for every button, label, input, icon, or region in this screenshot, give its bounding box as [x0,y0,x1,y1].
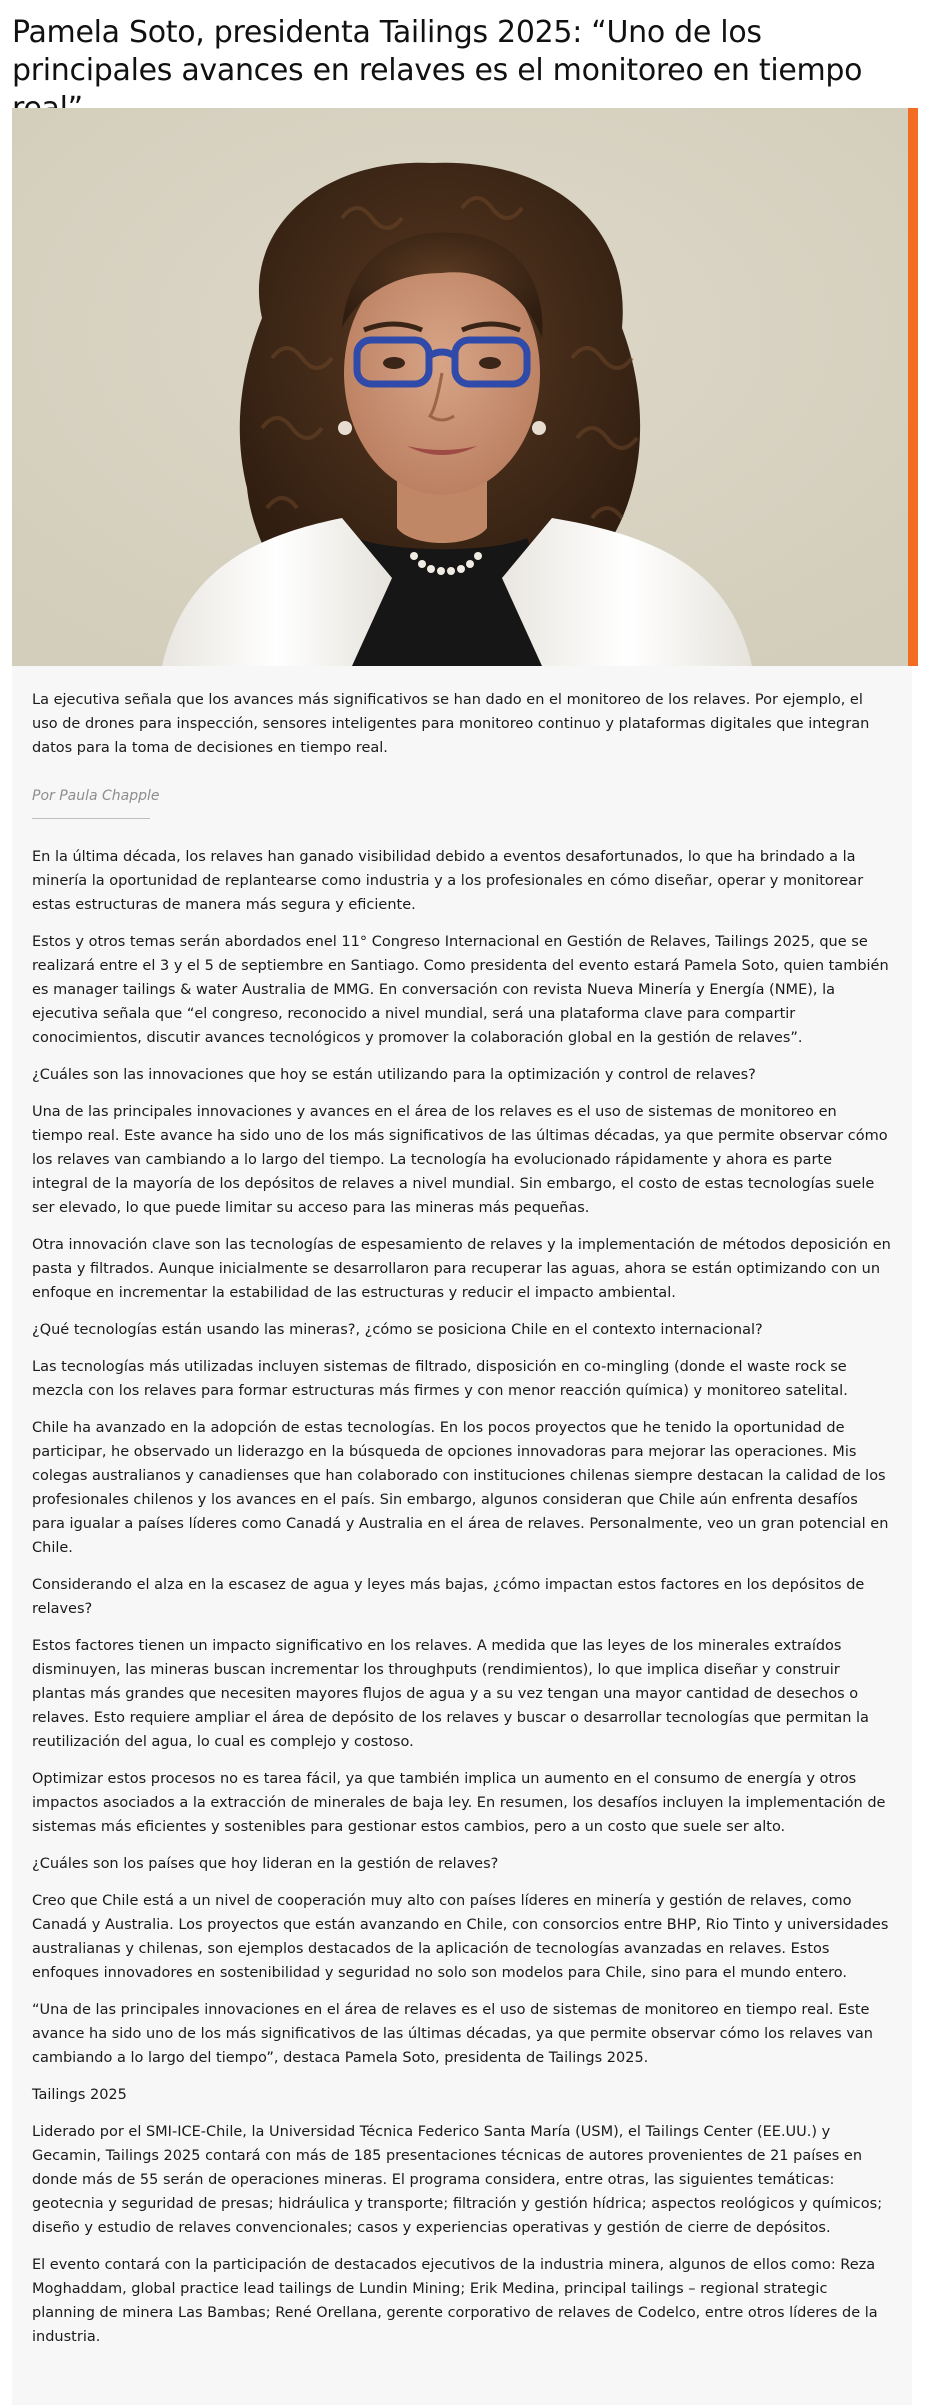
article-title: Pamela Soto, presidenta Tailings 2025: “Uno de los principales avances en relaves es el monitoreo en tiempo [12,15,863,88]
paragraph: Chile ha avanzado en la adopción de estas tecnologías. En los pocos proyectos que he tenido la oportunidad de participar, he observado un liderazgo en la búsqueda de opciones innovadoras para mejorar las operaciones. Mis colegas australianos y canadienses que han colaborado con instituciones chilenas siempre destacan la calidad de los profesionales chilenos y los avances en el país. Sin embargo, algunos consideran que Chile aún enfrenta desafíos para igualar a países líderes como Canadá y Australia en el área de relaves. Personalmente, veo un gran potencial en Chile. [32,1420,889,1556]
paragraph: Otra innovación clave son las tecnologías de espesamiento de relaves y la implementación de métodos deposición en pasta y filtrados. Aunque inicialmente se desarrollaron para recuperar las aguas, ahora se están optimizando con un enfoque en incrementar la estabilidad de las estructuras y reducir el impacto ambiental. [32,1237,891,1301]
paragraph: Estos y otros temas serán abordados enel 11° Congreso Internacional en Gestión de Relaves, Tailings 2025, que se realizará entre el 3 y el 5 de septiembre en Santiago. Como presidenta del evento estará Pamela Soto, quien también es manager tailings & water Australia de MMG. En conversación con revista Nueva Minería y Energía (NME), la ejecutiva señala que “el congreso, reconocido a nivel mundial, será una plataforma clave para compartir conocimientos, discutir avances tecnológicos y promover la colaboración global en la gestión de relaves”. [32,934,889,1046]
paragraph: En la última década, los relaves han ganado visibilidad debido a eventos desafortunados, lo que ha brindado a la minería la oportunidad de replantearse como industria y a los profesionales en cómo diseñar, operar y monitorear estas estructuras de manera más segura y eficiente. [32,849,864,913]
paragraph: El evento contará con la participación de destacados ejecutivos de la industria minera, algunos de ellos como: Reza Moghaddam, global practice lead tailings de Lundin Mining; Erik Medina, principal tailings – regional strategic planning de minera Las Bambas; René Orellana, gerente corporativo de relaves de Codelco, entre otros líderes de la industria. [32,2257,878,2345]
interview-question: ¿Qué tecnologías están usando las mineras?, ¿cómo se posiciona Chile en el contexto internacional? [32,1322,763,1338]
section-heading: Tailings 2025 [32,2087,127,2103]
interview-question: ¿Cuáles son los países que hoy lideran en la gestión de relaves? [32,1856,499,1872]
paragraph: Optimizar estos procesos no es tarea fácil, ya que también implica un aumento en el consumo de energía y otros impactos asociados a la extracción de minerales de baja ley. En resumen, los desafíos incluyen la implementación de sistemas más eficientes y sostenibles para gestionar estos cambios, pero a un costo que suele ser alto. [32,1771,886,1835]
hero-image [12,108,918,666]
paragraph: Las tecnologías más utilizadas incluyen sistemas de filtrado, disposición en co-mingling (donde el waste rock se mezcla con los relaves para formar estructuras más firmes y con menor reacción química) y monitoreo satelital. [32,1359,848,1399]
paragraph: Estos factores tienen un impacto significativo en los relaves. A medida que las leyes de los minerales extraídos disminuyen, las mineras buscan incrementar los throughputs (rendimientos), lo que implica diseñar y construir plantas más grandes que necesiten mayores flujos de agua y a su vez tengan una mayor cantidad de desechos o relaves. Esto requiere ampliar el área de depósito de los relaves y buscar o desarrollar tecnologías que permitan la reutilización del agua, lo cual es complejo y costoso. [32,1638,869,1750]
portrait-photo [12,108,908,666]
paragraph: Una de las principales innovaciones y avances en el área de los relaves es el uso de sistemas de monitoreo en tiempo real. Este avance ha sido uno de los más significativos de las últimas décadas, ya que permite observar cómo los relaves van cambiando a lo largo del tiempo. La tecnología ha evolucionado rápidamente y ahora es parte integral de la mayoría de los depósitos de relaves a nivel mundial. Sin embargo, el costo de estas tecnologías suele ser elevado, lo que puede limitar su acceso para las mineras más pequeñas. [32,1104,888,1216]
interview-question: Considerando el alza en la escasez de agua y leyes más bajas, ¿cómo impactan estos factores en los depósitos de relaves? [32,1577,865,1617]
accent-bar [908,108,918,666]
interview-question: ¿Cuáles son las innovaciones que hoy se están utilizando para la optimización y control de relaves? [32,1067,756,1083]
article-body [12,666,912,2405]
paragraph: Liderado por el SMI-ICE-Chile, la Universidad Técnica Federico Santa María (USM), el Tailings Center (EE.UU.) y Gecamin, Tailings 2025 contará con más de 185 presentaciones técnicas de autores provenientes de 21 países en donde más de 55 serán de operaciones mineras. El programa considera, entre otras, las siguientes temáticas: geotecnia y seguridad de presas; hidráulica y transporte; filtración y gestión hídrica; aspectos reológicos y químicos; diseño y estudio de relaves convencionales; casos y experiencias operativas y gestión de cierre de depósitos. [32,2124,883,2236]
byline-divider [32,818,150,819]
article-byline: Por Paula Chapple [32,788,160,804]
pull-quote: “Una de las principales innovaciones en el área de relaves es el uso de sistemas de monitoreo en tiempo real. Este avance ha sido uno de los más significativos de las últimas décadas, ya que permite observar cómo los relaves van cambiando a lo largo del tiempo”, destaca Pamela Soto, presidenta de Tailings 2025. [32,2002,873,2066]
article-lead: La ejecutiva señala que los avances más significativos se han dado en el monitoreo de los relaves. Por ejemplo, el uso de drones para inspección, sensores inteligentes para monitoreo continuo y plataformas digitales que integran datos para la toma de decisiones en tiempo real. [32,692,870,756]
paragraph: Creo que Chile está a un nivel de cooperación muy alto con países líderes en minería y gestión de relaves, como Canadá y Australia. Los proyectos que están avanzando en Chile, con consorcios entre BHP, Rio Tinto y universidades australianas y chilenas, son ejemplos destacados de la aplicación de tecnologías avanzadas en relaves. Estos enfoques innovadores en sostenibilidad y seguridad no solo son modelos para Chile, sino para el mundo entero. [32,1893,889,1981]
